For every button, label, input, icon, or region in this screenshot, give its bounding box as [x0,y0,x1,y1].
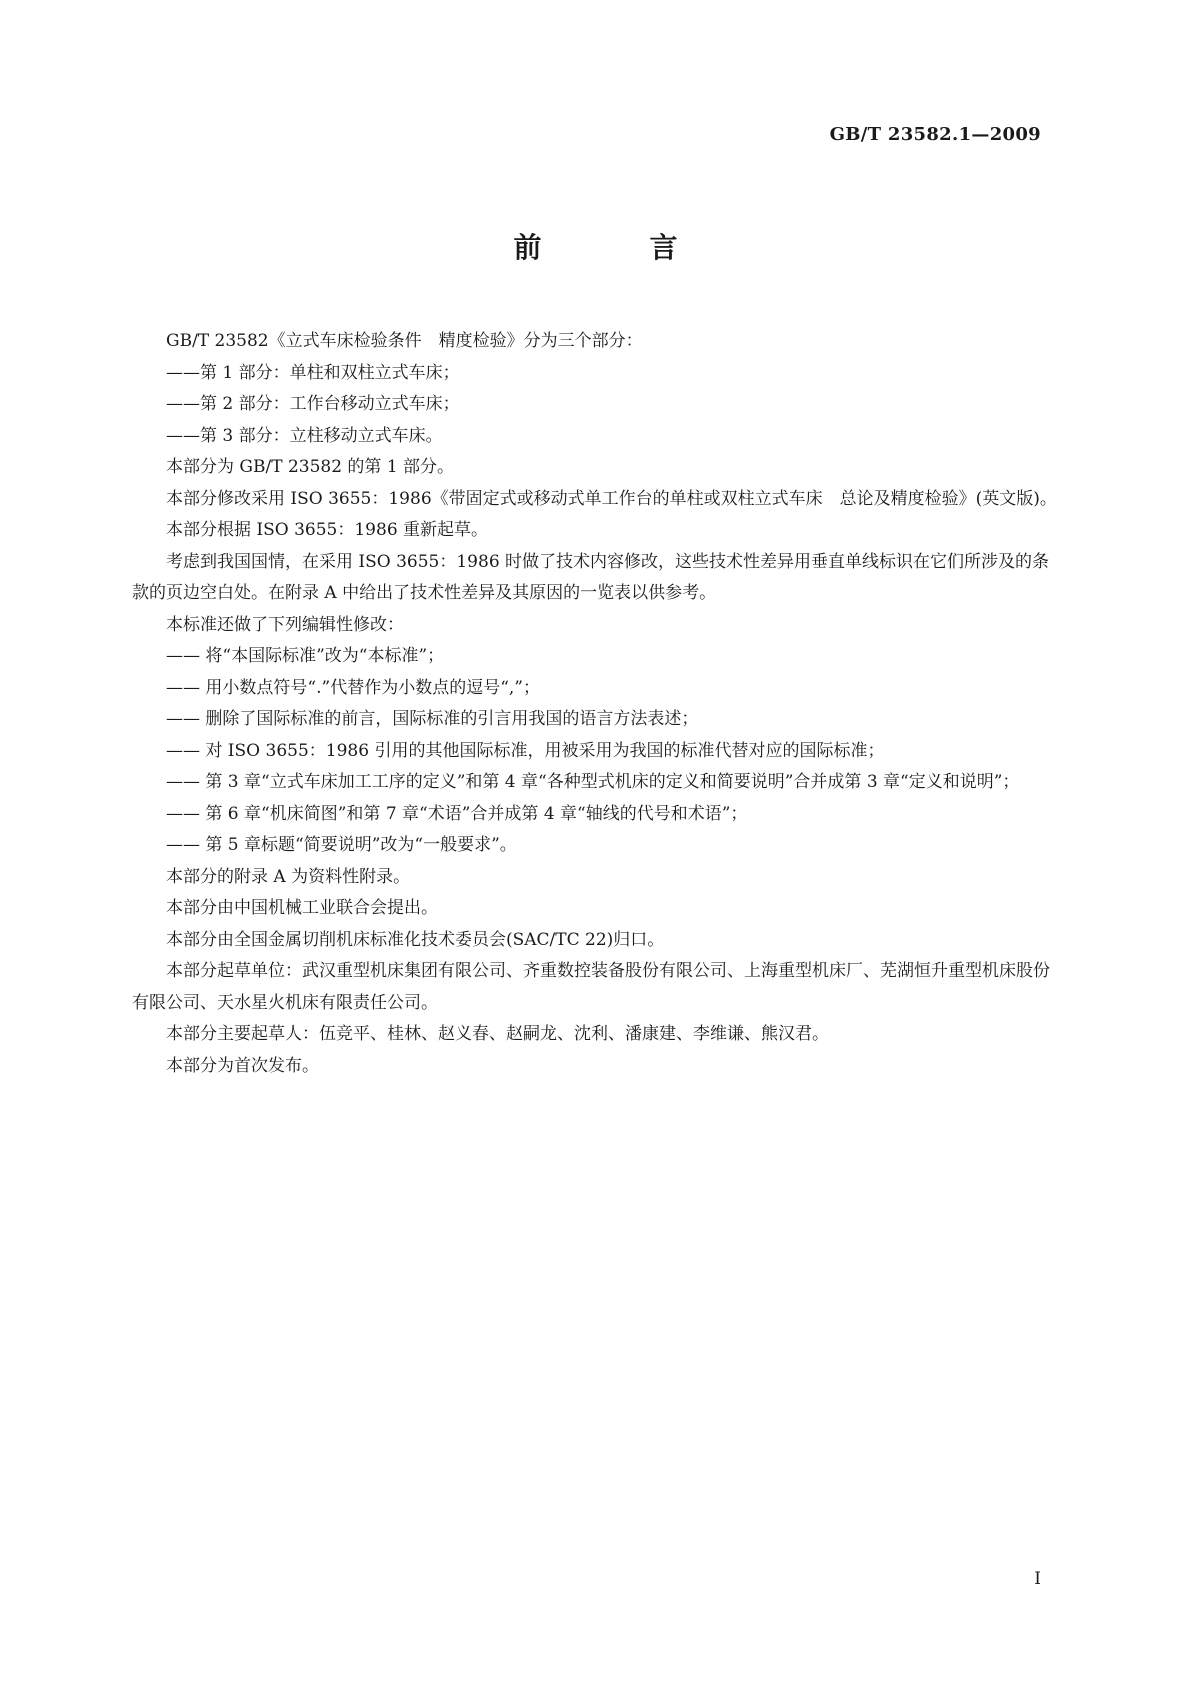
list-item-editorial-7: —— 第 5 章标题“简要说明”改为“一般要求”。 [166,835,517,855]
list-item-editorial-1: —— 将“本国际标准”改为“本标准”； [166,646,445,666]
foreword-body [132,326,1060,1082]
paragraph-under-jurisdiction: 本部分由全国金属切削机床标准化技术委员会(SAC/TC 22)归口。 [166,929,665,950]
list-item-part-2: ——第 2 部分：工作台移动立式车床； [166,394,460,414]
paragraph-modified-adoption: 本部分修改采用 ISO 3655：1986《带固定式或移动式单工作台的单柱或双柱立式车床 总论及精度检验》(英文版)。 [166,488,1057,509]
list-item-editorial-5: —— 第 3 章“立式车床加工工序的定义”和第 4 章“各种型式机床的定义和简要说明”合并成第 3 章“定义和说明”； [166,772,1020,792]
paragraph-drafting-units: 本部分起草单位：武汉重型机床集团有限公司、齐重数控装备股份有限公司、上海重型机床厂、芜湖恒升重型机床股份有限公司、天水星火机床有限责任公司。 [132,961,1050,1013]
list-item-part-1: ——第 1 部分：单柱和双柱立式车床； [166,362,460,383]
paragraph-parts-intro: GB/T 23582《立式车床检验条件 精度检验》分为三个部分： [166,331,643,351]
paragraph-annex: 本部分的附录 A 为资料性附录。 [166,866,411,887]
list-item-part-3: ——第 3 部分：立柱移动立式车床。 [166,425,443,446]
paragraph-redrafted: 本部分根据 ISO 3655：1986 重新起草。 [166,520,489,540]
paragraph-this-part: 本部分为 GB/T 23582 的第 1 部分。 [166,457,455,477]
list-item-editorial-3: —— 删除了国际标准的前言，国际标准的引言用我国的语言方法表述； [166,709,699,729]
list-item-editorial-4: —— 对 ISO 3655：1986 引用的其他国际标准，用被采用为我国的标准代替对应的国际标准； [166,740,885,761]
paragraph-first-release: 本部分为首次发布。 [166,1055,319,1076]
paragraph-proposed-by: 本部分由中国机械工业联合会提出。 [166,898,438,918]
list-item-editorial-6: —— 第 6 章“机床简图”和第 7 章“术语”合并成第 4 章“轴线的代号和术语”； [166,803,748,824]
page-number: I [1034,1569,1041,1589]
list-item-editorial-2: —— 用小数点符号“.”代替作为小数点的逗号“,”； [166,677,540,698]
paragraph-technical-differences: 考虑到我国国情，在采用 ISO 3655：1986 时做了技术内容修改，这些技术性差异用垂直单线标识在它们所涉及的条款的页边空白处。在附录 A 中给出了技术性差异及其原因的一览表以供参考。 [132,551,1050,603]
paragraph-editorial-intro: 本标准还做了下列编辑性修改： [166,614,404,635]
page-title: 前 言 [513,231,718,264]
paragraph-drafters: 本部分主要起草人：伍竞平、桂林、赵义春、赵嗣龙、沈利、潘康建、李维谦、熊汉君。 [166,1024,829,1044]
standard-code: GB/T 23582.1—2009 [829,124,1041,145]
